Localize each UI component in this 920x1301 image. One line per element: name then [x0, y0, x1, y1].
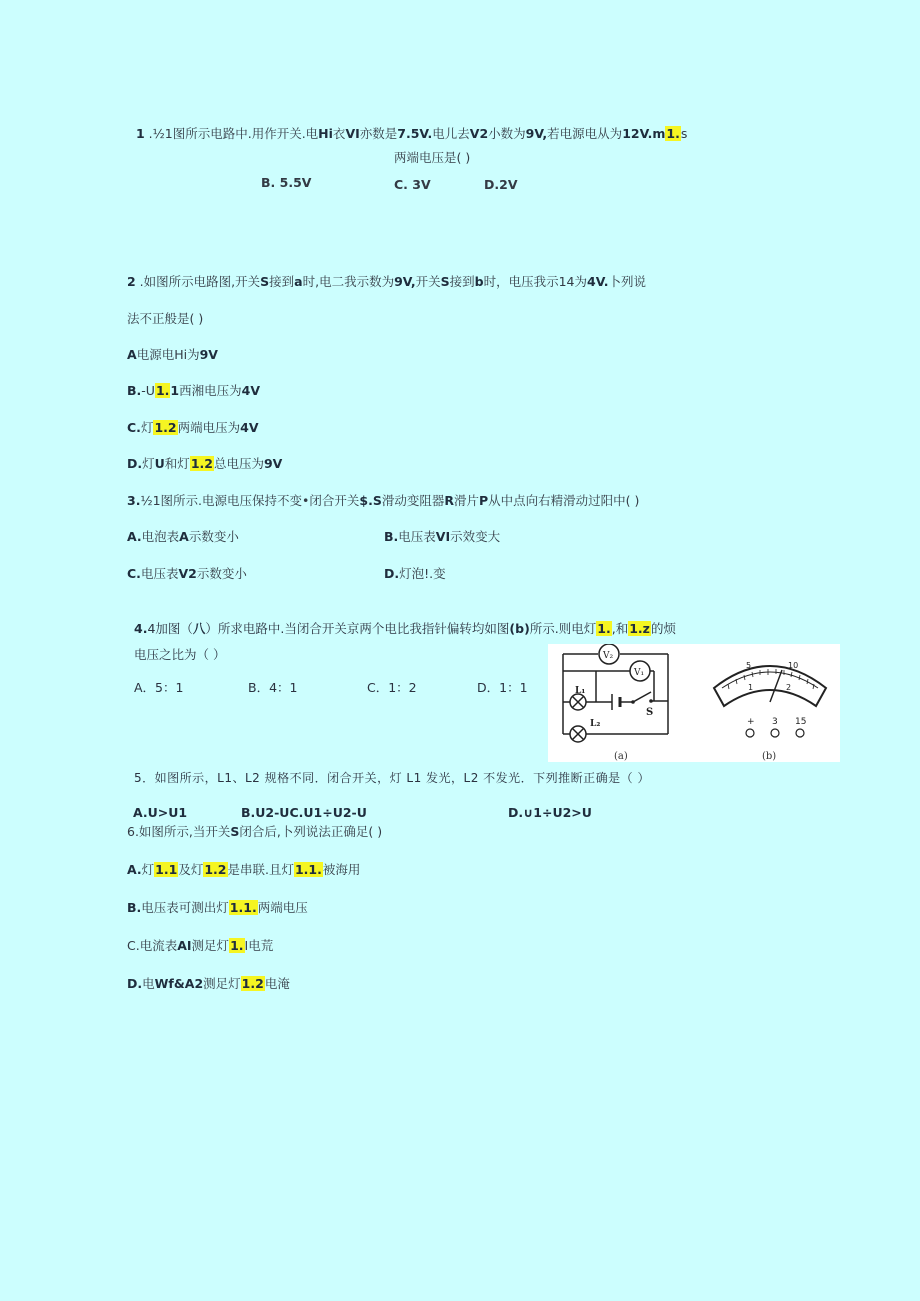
text-run: -U — [141, 383, 155, 398]
text-run: 电压表 — [398, 529, 436, 544]
text-run: 电流表 — [139, 938, 178, 953]
text-run: $.S — [359, 493, 382, 508]
highlighted-text: 1.2 — [190, 456, 213, 471]
text-run: 接到 — [449, 274, 475, 289]
text-run: 测足灯 — [203, 976, 241, 991]
text-run: 6.如图所示,当开关 — [127, 824, 231, 839]
q4-option-c: C．1：2 — [367, 680, 417, 695]
q5-stem: 5．如图所示，L1、L2 规格不同．闭合开关，灯 L1 发光，L2 不发光．下列推断正确是（ ） — [134, 771, 650, 785]
q4-stem-line2: 电压之比为（ ） — [134, 647, 226, 662]
l2-label: L₂ — [590, 719, 601, 729]
text-run: 被海用 — [322, 862, 361, 877]
text-run: V2 — [469, 126, 489, 141]
text-run: 开关 — [415, 274, 441, 289]
text-run: 电 — [142, 976, 155, 991]
q1-option-c: C. 3V — [394, 177, 431, 192]
text-run: 9V — [199, 347, 218, 362]
text-run: 3. — [127, 493, 141, 508]
q5-option-d: D.∪1÷U2>U — [508, 805, 592, 820]
text-run: s — [680, 126, 688, 141]
q2-option-b — [127, 382, 260, 400]
terminal-3: 3 — [772, 717, 778, 727]
text-run: VI — [345, 126, 360, 141]
text-run: 灯 — [141, 862, 155, 877]
text-run: 是串联.且灯 — [227, 862, 294, 877]
text-run: D. — [384, 566, 400, 581]
scale-top-5: 5 — [746, 661, 752, 670]
text-run: 1 — [170, 383, 180, 398]
text-run: 4. — [134, 621, 148, 636]
text-run: ,和 — [611, 621, 629, 636]
text-run: 9V, — [394, 274, 416, 289]
text-run: 衣 — [332, 126, 346, 141]
terminal-15: 15 — [795, 717, 807, 727]
text-run: Hi — [174, 347, 188, 362]
highlighted-text: 1.1. — [229, 900, 257, 915]
text-run: U — [154, 456, 165, 471]
text-run: 电泡表 — [141, 529, 180, 544]
text-run: 为 — [574, 274, 588, 289]
q1-option-d: D.2V — [484, 177, 518, 192]
text-run: 闭合后,卜列说法正确足( ) — [239, 824, 383, 839]
voltmeter-dial — [700, 644, 840, 762]
q6-stem — [127, 823, 382, 841]
q4-option-b: B．4：1 — [248, 680, 298, 695]
text-run: 1 — [136, 126, 145, 141]
text-run: 4加图（ — [147, 621, 193, 636]
text-run: 总电压为 — [213, 456, 264, 471]
q4-figure-a — [548, 644, 700, 762]
text-run: 小数为 — [488, 126, 526, 141]
text-run: 滑片 — [453, 493, 479, 508]
q3-option-d — [384, 565, 446, 583]
text-run: S — [440, 274, 450, 289]
text-run: 9V, — [525, 126, 548, 141]
text-run: C. — [127, 420, 141, 435]
q1-stem-line2: 两端电压是( ) — [394, 150, 471, 165]
text-run: 两端电压 — [257, 900, 308, 915]
text-run: 2 — [127, 274, 136, 289]
text-run: 两端电压为 — [177, 420, 241, 435]
text-run: B. — [384, 529, 399, 544]
text-run: S — [230, 824, 240, 839]
text-run: 4V. — [587, 274, 609, 289]
text-run: A — [179, 529, 189, 544]
switch-label: S — [646, 707, 654, 718]
text-run: 滑动变阻器 — [381, 493, 445, 508]
text-run: 亦数是 — [359, 126, 398, 141]
text-run: I电荒 — [244, 938, 274, 953]
text-run: S — [260, 274, 270, 289]
text-run: 灯 — [142, 456, 155, 471]
text-run: 时，电压我示 — [483, 274, 559, 289]
text-run: 所示.则电灯 — [529, 621, 597, 636]
text-run: R — [444, 493, 454, 508]
q4-option-d: D．1：1 — [477, 680, 528, 695]
text-run: 灯 — [140, 420, 154, 435]
text-run: 和灯 — [164, 456, 190, 471]
text-run: 灯泡!.变 — [399, 566, 446, 581]
text-run: b — [474, 274, 484, 289]
q2-option-d — [127, 455, 282, 473]
scale-bottom-1: 1 — [748, 683, 754, 692]
text-run: 12V.m — [622, 126, 666, 141]
l1-label: L₁ — [575, 686, 586, 696]
figure-b-caption: (b) — [762, 751, 777, 762]
text-run: A. — [127, 862, 142, 877]
text-run: D. — [127, 456, 143, 471]
text-run: 示效变大 — [450, 529, 501, 544]
text-run: B. — [127, 383, 142, 398]
q4-option-a: A．5：1 — [134, 680, 184, 695]
highlighted-text: 1.2 — [241, 976, 264, 991]
text-run: a — [294, 274, 303, 289]
q1-option-b: B. 5.5V — [261, 175, 312, 190]
text-run: 为 — [187, 347, 200, 362]
q6-option-c — [127, 937, 273, 955]
q5-option-bc: B.U2-UC.U1÷U2-U — [241, 805, 367, 820]
text-run: 时,电二我示数为 — [302, 274, 395, 289]
text-run: Hi — [318, 126, 333, 141]
text-run: B. — [127, 900, 142, 915]
text-run: C. — [127, 566, 141, 581]
text-run: ）所求电路中.当闭合开关京两个电比我指针偏转均如图 — [205, 621, 510, 636]
text-run: 9V — [263, 456, 283, 471]
scale-bottom-2: 2 — [786, 683, 792, 692]
text-run: 测足灯 — [191, 938, 230, 953]
text-run: A. — [127, 529, 142, 544]
q4-figure-b — [700, 644, 840, 762]
scale-top-10: 10 — [788, 661, 799, 670]
highlighted-text: 1.z — [629, 621, 650, 636]
text-run: 示数变小 — [196, 566, 247, 581]
q6-option-a — [127, 861, 360, 879]
text-run: 电源电 — [136, 347, 175, 362]
text-run: .如图所示电路图,开关 — [135, 274, 261, 289]
text-run: 电压表 — [140, 566, 179, 581]
text-run: 接到 — [269, 274, 295, 289]
text-run: 若电源电从为 — [547, 126, 623, 141]
text-run: 电压表可测出灯 — [141, 900, 229, 915]
text-run: ½1图所示.电源电压保持不变•闭合开关 — [140, 493, 360, 508]
q2-option-c — [127, 419, 259, 437]
text-run: 4V — [240, 420, 259, 435]
q3-option-b — [384, 528, 500, 546]
text-run: 八 — [192, 621, 206, 636]
text-run: 14 — [558, 274, 575, 289]
highlighted-text: 1. — [230, 938, 244, 953]
v1-label: V₁ — [634, 668, 645, 678]
text-run: D. — [127, 976, 143, 991]
text-run: 及灯 — [178, 862, 204, 877]
text-run: AI — [177, 938, 192, 953]
q5-option-a: A.U>U1 — [133, 805, 188, 820]
q3-option-c — [127, 565, 247, 583]
q2-option-a — [127, 346, 218, 364]
text-run: 从中点向右精滑动过阳中( ) — [488, 493, 640, 508]
highlighted-text: 1.2 — [154, 420, 177, 435]
q1-stem-line1 — [136, 125, 687, 143]
highlighted-text: 1. — [666, 126, 680, 141]
q3-stem — [127, 492, 639, 510]
v2-label: V₂ — [603, 651, 614, 661]
text-run: 西湘电压为 — [179, 383, 242, 398]
text-run: VI — [435, 529, 451, 544]
q2-stem-line1 — [127, 273, 646, 291]
q2-stem-line2: 法不正般是( ) — [127, 311, 204, 326]
text-run: Wf&A2 — [154, 976, 204, 991]
text-run: (b) — [509, 621, 530, 636]
highlighted-text: 1. — [155, 383, 170, 398]
figure-a-caption: (a) — [614, 751, 628, 762]
terminal-plus: + — [747, 717, 755, 727]
highlighted-text: 1.1. — [294, 862, 322, 877]
q4-stem-line1 — [134, 620, 676, 638]
circuit-diagram — [548, 644, 700, 762]
text-run: 电儿去 — [432, 126, 470, 141]
text-run: P — [479, 493, 489, 508]
highlighted-text: 1. — [597, 621, 611, 636]
text-run: 示数变小 — [188, 529, 239, 544]
text-run: 4V — [241, 383, 260, 398]
highlighted-text: 1.1 — [155, 862, 178, 877]
text-run: 卜列说 — [608, 274, 647, 289]
text-run: A — [127, 347, 137, 362]
text-run: 7.5V. — [397, 126, 433, 141]
highlighted-text: 1.2 — [204, 862, 227, 877]
q6-option-b — [127, 899, 308, 917]
text-run: .½1图所示电路中.用作开关.电 — [144, 126, 319, 141]
text-run: V2 — [178, 566, 197, 581]
q6-option-d — [127, 975, 290, 993]
text-run: 电淹 — [264, 976, 290, 991]
q3-option-a — [127, 528, 239, 546]
text-run: 的烦 — [650, 621, 676, 636]
text-run: C. — [127, 938, 140, 953]
